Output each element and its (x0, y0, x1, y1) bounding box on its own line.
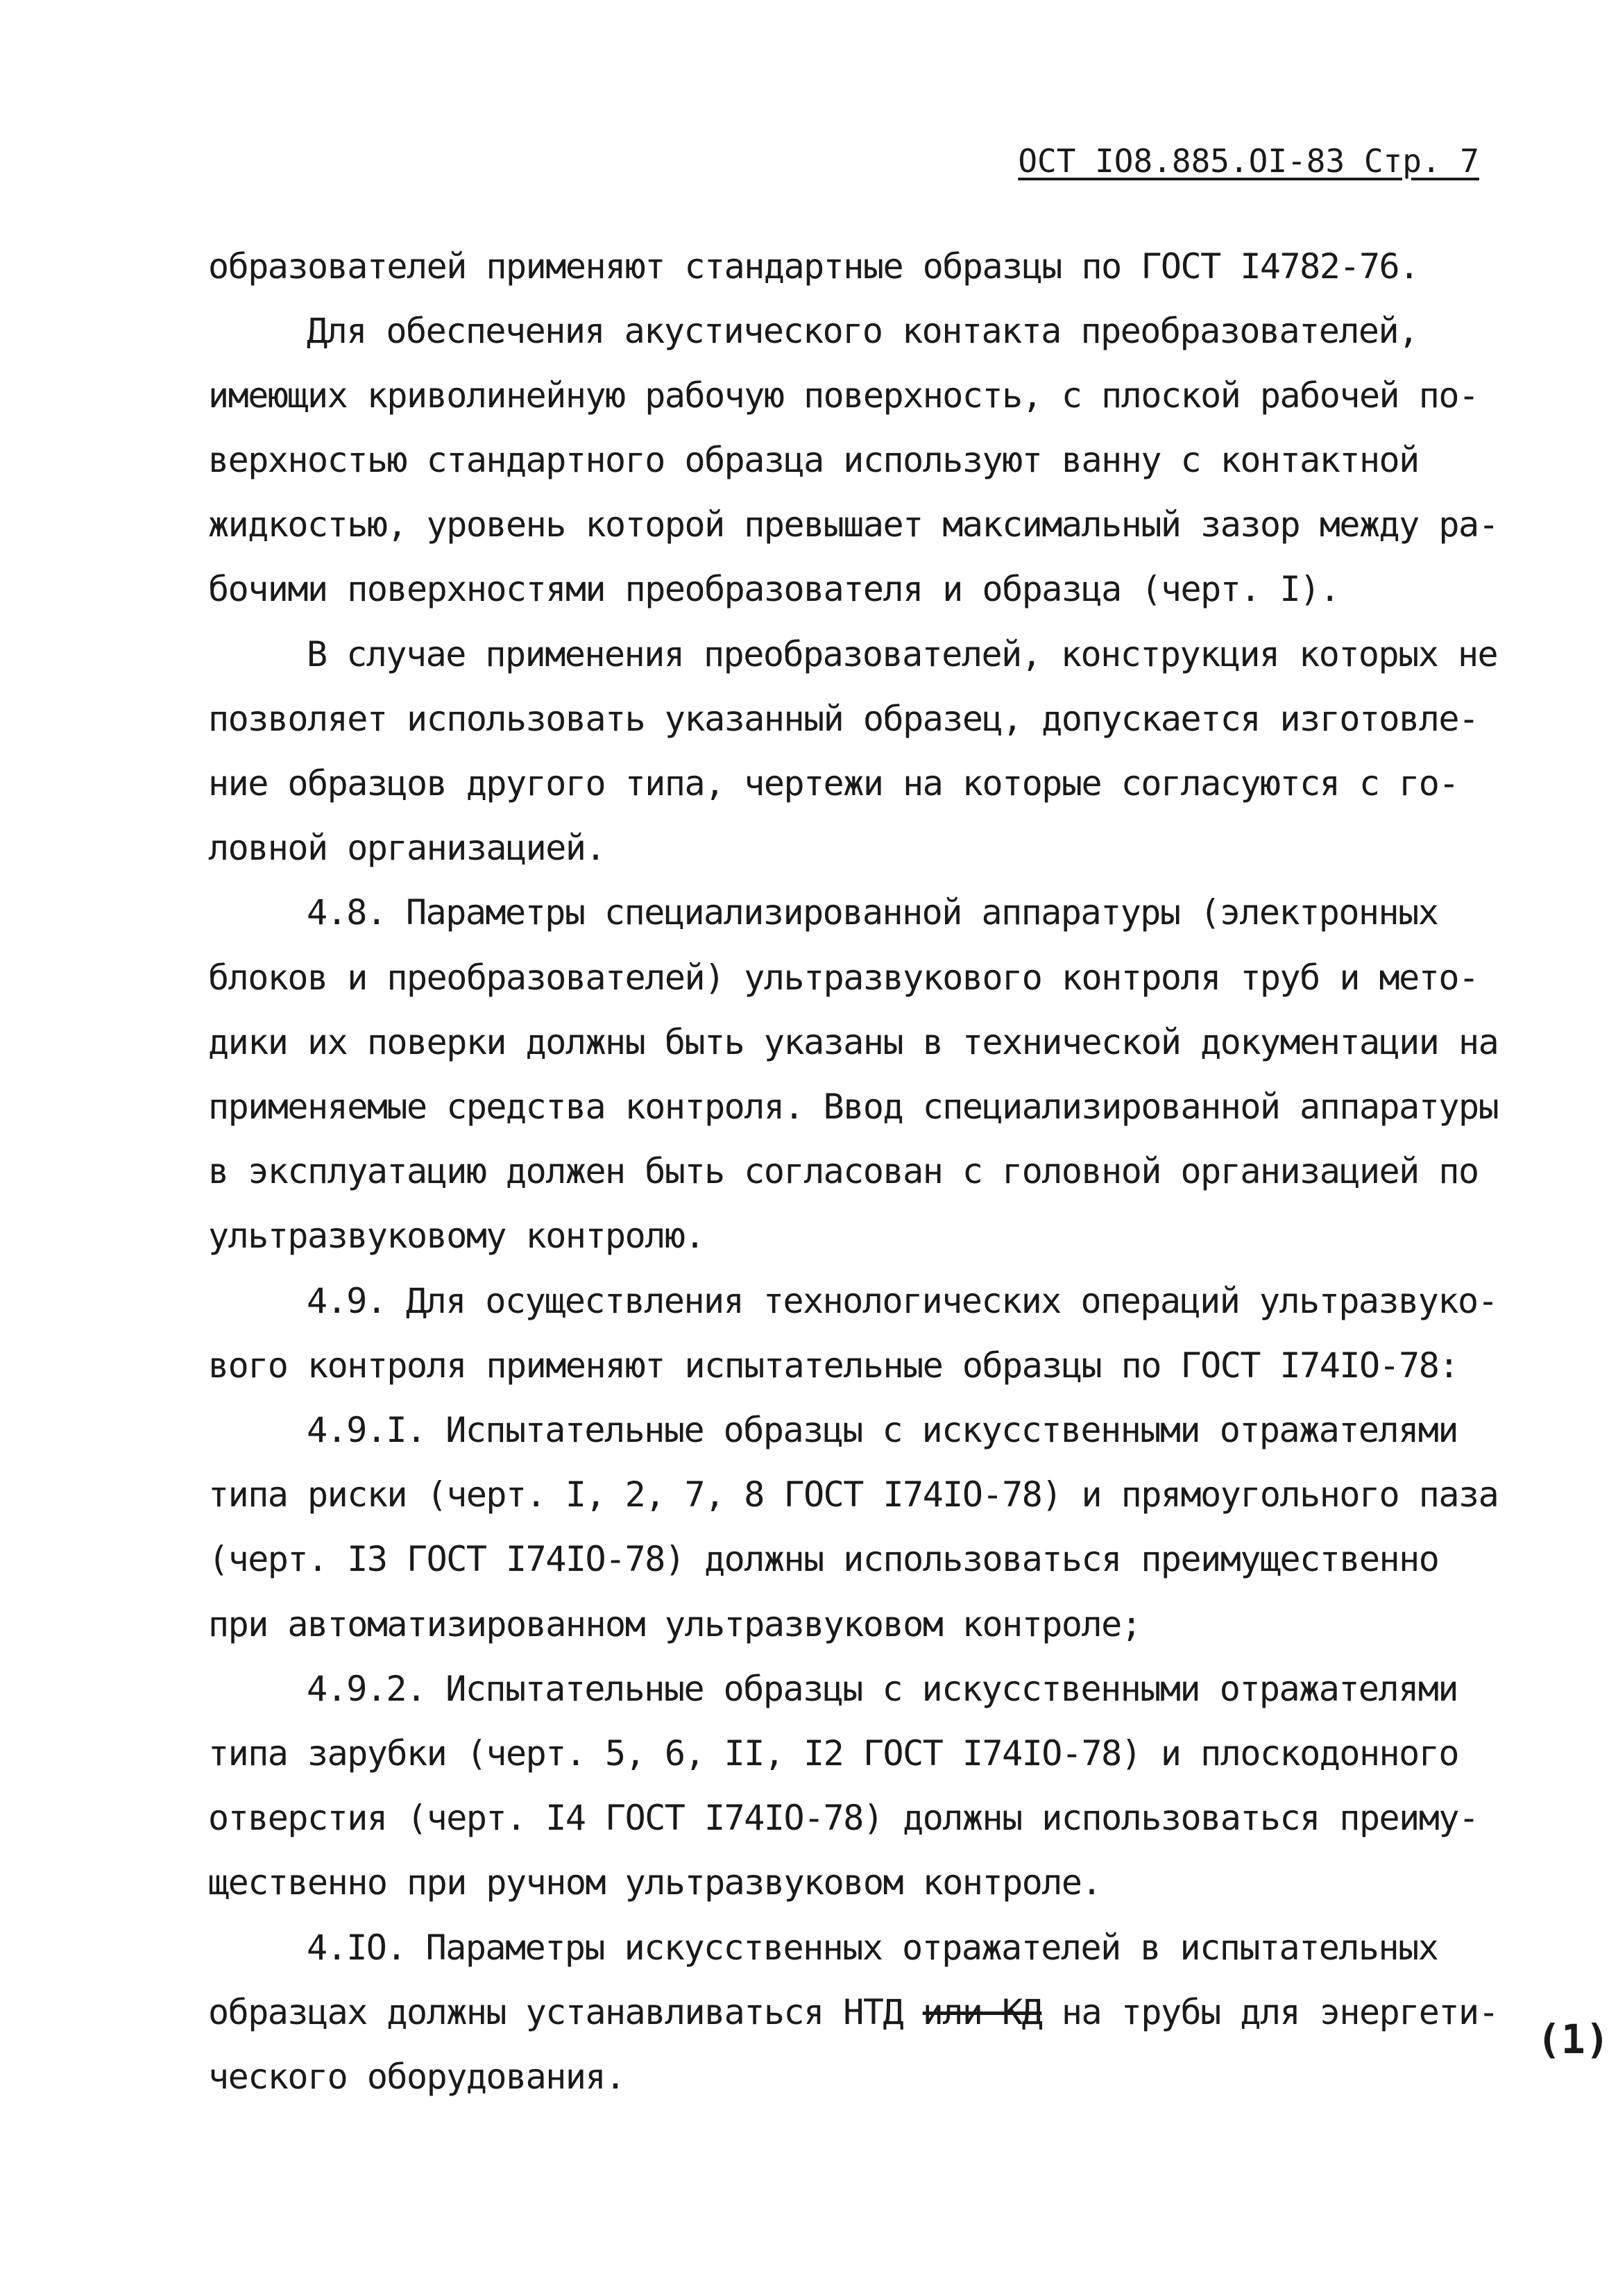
text-line: позволяет использовать указанный образец, допускается изготовле- (208, 699, 1479, 739)
text-line: 4.IO. Параметры искусственных отражателей в испытательных (307, 1928, 1438, 1968)
text-line: образователей применяют стандартные образцы по ГОСТ I4782-76. (208, 246, 1419, 287)
struck-text: или КД (922, 1992, 1042, 2032)
text-line: вого контроля применяют испытательные образцы по ГОСТ I74IO-78: (208, 1345, 1458, 1386)
text-line: 4.8. Параметры специализированной аппаратуры (электронных (307, 892, 1438, 933)
text-line: отверстия (черт. I4 ГОСТ I74IO-78) должны использоваться преиму- (208, 1798, 1479, 1838)
text-line: дики их поверки должны быть указаны в технической документации на (208, 1022, 1499, 1062)
text-line: типа зарубки (черт. 5, 6, II, I2 ГОСТ I74IO-78) и плоскодонного (208, 1733, 1458, 1774)
text-line: 4.9.I. Испытательные образцы с искусственными отражателями (307, 1410, 1458, 1450)
page-header: ОСТ IO8.885.OI-83 Стр. 7 (1018, 142, 1479, 180)
text-line: ультразвуковому контролю. (208, 1216, 705, 1256)
text-line: бочими поверхностями преобразователя и образца (черт. I). (208, 569, 1340, 609)
text-line: имеющих криволинейную рабочую поверхность, с плоской рабочей по- (208, 375, 1479, 416)
text-line: ческого оборудования. (208, 2057, 625, 2097)
text-line: щественно при ручном ультразвуковом контроле. (208, 1862, 1102, 1903)
text-line: Для обеспечения акустического контакта преобразователей, (307, 311, 1418, 351)
text-line: применяемые средства контроля. Ввод специализированной аппаратуры (208, 1087, 1499, 1127)
text-fragment: на трубы для энергети- (1041, 1992, 1499, 2032)
text-line: В случае применения преобразователей, конструкция которых не (307, 634, 1498, 674)
text-line: ние образцов другого типа, чертежи на которые согласуются с го- (208, 763, 1458, 803)
text-line: верхностью стандартного образца используют ванну с контактной (208, 440, 1419, 480)
text-fragment: образцах должны устанавливаться НТД (208, 1992, 923, 2032)
text-line: (черт. I3 ГОСТ I74IO-78) должны использоваться преимущественно (208, 1539, 1439, 1579)
text-line: типа риски (черт. I, 2, 7, 8 ГОСТ I74IO-78) и прямоугольного паза (208, 1474, 1499, 1515)
text-line: 4.9. Для осуществления технологических операций ультразвуко- (307, 1281, 1498, 1321)
text-line: блоков и преобразователей) ультразвукового контроля труб и мето- (208, 958, 1479, 998)
text-line-with-correction (208, 1992, 1498, 2032)
revision-mark: (1) (1537, 2016, 1610, 2063)
text-line: ловной организацией. (208, 828, 606, 868)
text-line: в эксплуатацию должен быть согласован с головной организацией по (208, 1151, 1479, 1191)
text-line: при автоматизированном ультразвуковом контроле; (208, 1604, 1141, 1644)
text-line: жидкостью, уровень которой превышает максимальный зазор между ра- (208, 504, 1499, 545)
text-line: 4.9.2. Испытательные образцы с искусственными отражателями (307, 1669, 1458, 1709)
